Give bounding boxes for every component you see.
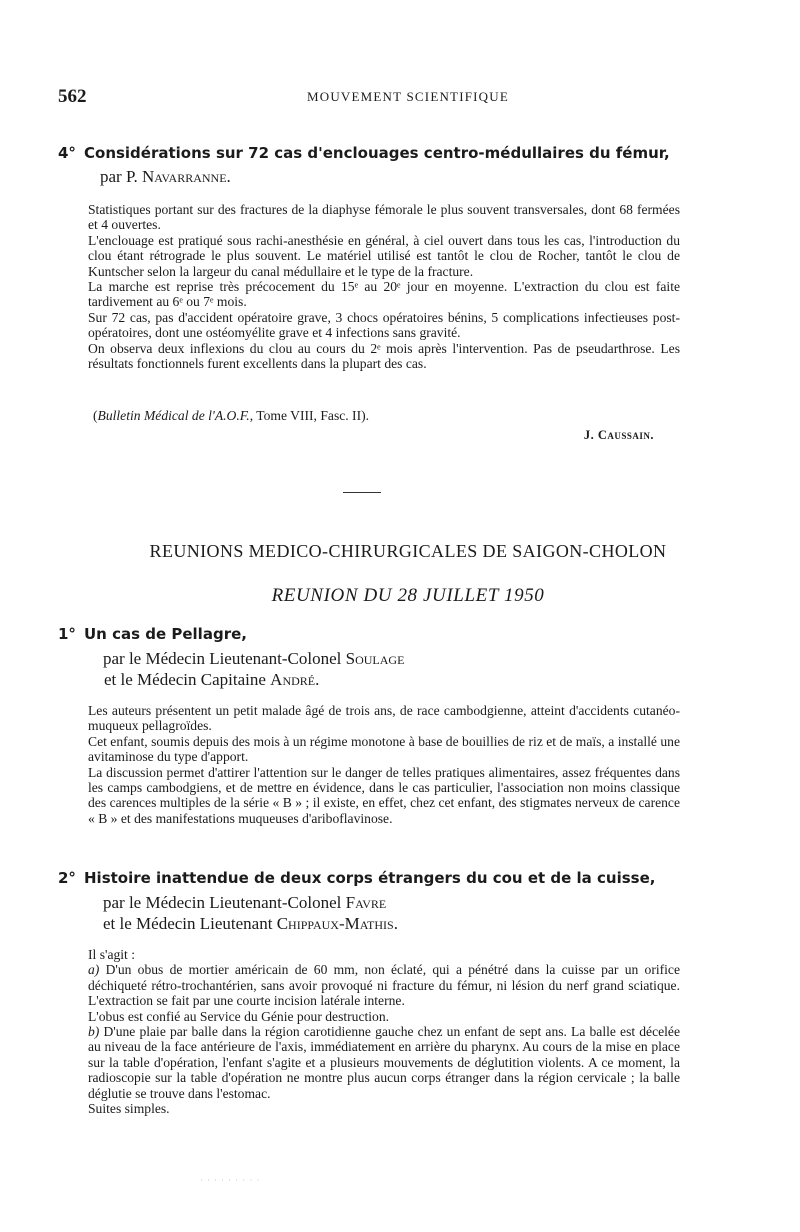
author-name: Chippaux-Mathis. <box>276 914 398 933</box>
article3-heading <box>58 868 758 888</box>
author-name: Soulage <box>345 649 405 668</box>
article3-author-line1 <box>103 892 398 913</box>
article1-signature: J. Caussain. <box>583 428 654 442</box>
article3-number: 2° <box>58 869 76 887</box>
article1-title: Considérations sur 72 cas d'enclouages centro-médullaires du fémur, <box>84 144 670 162</box>
article2-number: 1° <box>58 625 76 643</box>
article2-authors <box>103 648 404 690</box>
article3-body <box>88 947 680 1116</box>
article1-heading <box>58 143 758 163</box>
author-prefix: par le Médecin Lieutenant-Colonel <box>103 893 346 912</box>
article2-author-line1 <box>103 648 404 669</box>
author-prefix: et le Médecin Lieutenant <box>103 914 277 933</box>
meeting-title: REUNION DU 28 JUILLET 1950 <box>271 585 545 606</box>
article3-closing: Suites simples. <box>88 1101 170 1117</box>
print-smudge: · · · · · · · · · <box>200 1176 261 1185</box>
section-divider <box>343 492 381 493</box>
page-number: 562 <box>58 86 87 107</box>
author-name: André. <box>270 670 320 689</box>
article2-heading <box>58 624 758 644</box>
article1-citation <box>93 408 369 424</box>
article1-author-prefix: par P. <box>100 167 143 186</box>
citation-open: ( <box>93 408 98 423</box>
item-a-label: a) <box>88 962 100 978</box>
item-b-text: D'une plaie par balle dans la région carotidienne gauche chez un enfant de sept ans. La balle est décelée au niveau de la face antérieure de l'axis, immédiatement en arrière du pharynx. Au cours de la mise en place sur la table d'opération, l'enfant s'agite et a plusieurs mouvements de déglutition violents. A ce moment, la radioscopie sur la table d'opération ne montre plus aucun corps étranger dans la région cervicale ; la balle déglutie se trouve dans l'estomac. <box>88 1024 680 1101</box>
author-prefix: et le Médecin Capitaine <box>104 670 271 689</box>
article1-paragraph: Statistiques portant sur des fractures de la diaphyse fémorale le plus souvent transversales, dont 68 fermées et 4 ouvertes. <box>88 202 680 233</box>
article1-author-name: Navarranne. <box>142 167 231 186</box>
article2-author-line2 <box>103 669 404 690</box>
article1-number: 4° <box>58 144 76 162</box>
article1-paragraph: On observa deux inflexions du clou au cours du 2ᵉ mois après l'intervention. Pas de pseudarthrose. Les résultats fonctionnels furent excellents dans la plupart des cas. <box>88 340 680 372</box>
author-name: Favre <box>345 893 387 912</box>
item-b-label: b) <box>88 1024 100 1040</box>
article3-item-a <box>88 962 680 1008</box>
article1-authors <box>100 166 231 187</box>
article3-item-b <box>88 1024 680 1101</box>
article3-author-line2 <box>103 913 398 934</box>
article2-paragraph: Les auteurs présentent un petit malade âgé de trois ans, de race cambodgienne, atteint d'accidents cutanéo-muqueux pellagroïdes. <box>88 703 680 734</box>
article1-paragraph: Sur 72 cas, pas d'accident opératoire grave, 3 chocs opératoires bénins, 5 complications infectieuses post-opératoires, dont une ostéomyélite grave et 4 infections sans gravité. <box>88 309 680 341</box>
running-header <box>58 86 758 110</box>
article2-paragraph: La discussion permet d'attirer l'attention sur le danger de telles pratiques alimentaires, assez fréquentes dans les camps cambodgiens, et de mettre en évidence, dans le cas particulier, l'association non moins classique des carences multiples de la série « B » ; il existe, en effet, chez cet enfant, des stigmates nerveux de carence « B » et des manifestations muqueuses d'ariboflavinose. <box>88 764 680 826</box>
article3-title: Histoire inattendue de deux corps étrangers du cou et de la cuisse, <box>84 869 656 887</box>
section-title: REUNIONS MEDICO-CHIRURGICALES DE SAIGON-CHOLON <box>149 541 667 561</box>
article1-paragraph: L'enclouage est pratiqué sous rachi-anesthésie en général, à ciel ouvert dans tous les cas, l'introduction du clou étant rétrograde le plus souvent. Le matériel utilisé est tantôt le clou de Rocher, tantôt le clou de Kuntscher selon la largeur du canal médullaire et le type de la fracture. <box>88 232 680 279</box>
citation-journal: Bulletin Médical de l'A.O.F. <box>97 408 250 423</box>
article1-paragraph: La marche est reprise très précocement du 15ᵉ au 20ᵉ jour en moyenne. L'extraction du clou est faite tardivement au 6ᵉ ou 7ᵉ mois. <box>88 279 680 310</box>
item-a-text: D'un obus de mortier américain de 60 mm, non éclaté, qui a pénétré dans la cuisse par un orifice déchiqueté rétro-trochantérien, sans avoir provoqué ni fracture du fémur, ni lésion du nerf grand sciatique. L'extraction se fait par une courte incision latérale interne. <box>88 962 680 1009</box>
citation-rest: , Tome VIII, Fasc. II). <box>249 408 370 423</box>
journal-title: MOUVEMENT SCIENTIFIQUE <box>306 89 509 104</box>
article3-authors <box>103 892 398 934</box>
article2-title: Un cas de Pellagre, <box>84 625 247 643</box>
article3-item-a-followup: L'obus est confié au Service du Génie pour destruction. <box>88 1008 390 1024</box>
article2-paragraph: Cet enfant, soumis depuis des mois à un régime monotone à base de bouillies de riz et de maïs, a installé une avitaminose du type d'apport. <box>88 733 680 765</box>
article2-body <box>88 703 680 826</box>
article3-intro: Il s'agit : <box>88 947 136 962</box>
author-prefix: par le Médecin Lieutenant-Colonel <box>103 649 346 668</box>
article1-body <box>88 202 680 371</box>
